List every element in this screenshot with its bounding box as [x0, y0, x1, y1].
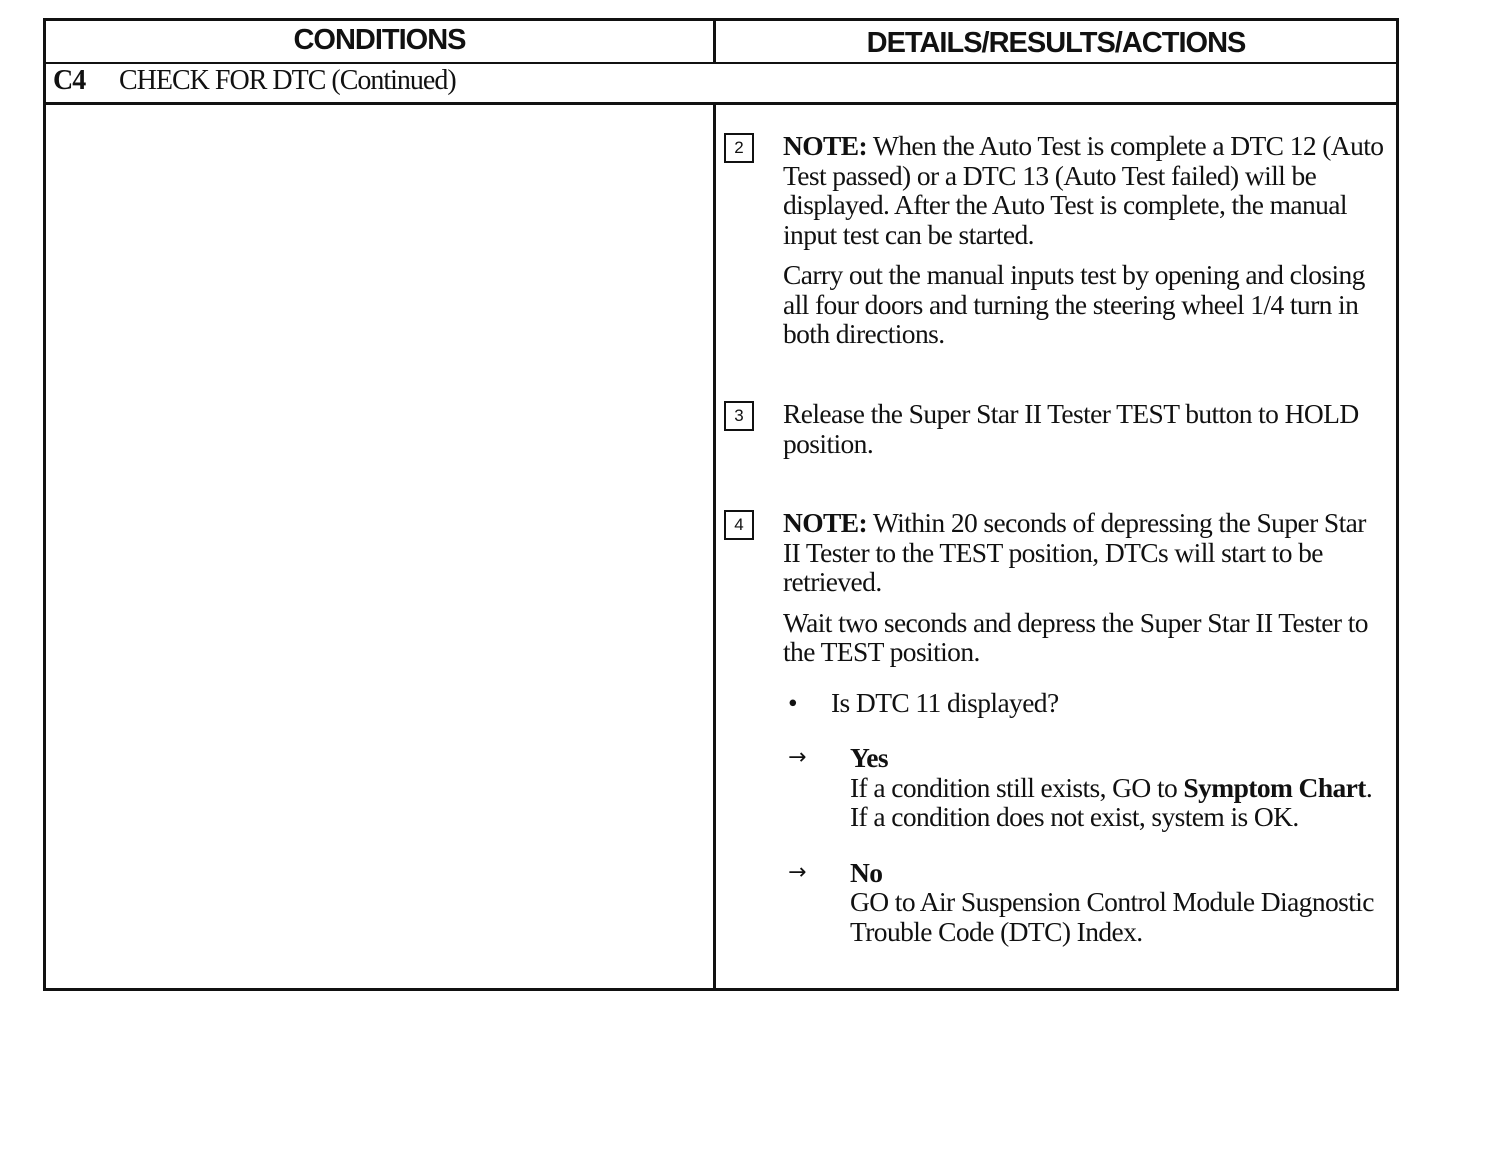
- outcome-label: No: [850, 856, 883, 888]
- question-item: [783, 688, 1384, 718]
- header-details-results-actions: DETAILS/RESULTS/ACTIONS: [866, 27, 1246, 59]
- details-column: [716, 105, 1396, 988]
- diagnostic-table: [43, 18, 1399, 991]
- arrow-right-icon: →: [788, 745, 806, 770]
- note-label: NOTE:: [783, 507, 868, 538]
- step-number-box: 2: [724, 133, 754, 163]
- step-instruction: Wait two seconds and depress the Super Star II Tester to the TEST position.: [783, 606, 1368, 667]
- table-header: [46, 21, 1396, 64]
- note-text: Within 20 seconds of depressing the Super Star II Tester to the TEST position, DTCs will start to be retrieved.: [783, 507, 1366, 597]
- symptom-chart-reference: Symptom Chart: [1183, 771, 1366, 803]
- note-label: NOTE:: [783, 130, 868, 161]
- step-text: [783, 131, 1384, 360]
- note-paragraph: [783, 131, 1384, 249]
- note-paragraph: [783, 508, 1384, 597]
- note-text: When the Auto Test is complete a DTC 12 (Auto Test passed) or a DTC 13 (Auto Test failed) will be displayed. After the Auto Test is complete, the manual input test can be started.: [783, 130, 1384, 250]
- step-instruction: Release the Super Star II Tester TEST button to HOLD position.: [783, 398, 1359, 459]
- outcome-yes: [783, 743, 1384, 832]
- step-number-box: 3: [724, 401, 754, 431]
- bullet-icon: •: [788, 686, 798, 718]
- arrow-right-icon: →: [788, 859, 806, 885]
- section-heading: [46, 62, 1396, 105]
- section-code: C4: [53, 65, 86, 96]
- question-text: Is DTC 11 displayed?: [831, 686, 1059, 718]
- outcome-no: [783, 858, 1384, 947]
- step-number-box: 4: [724, 510, 754, 540]
- outcome-text: [850, 773, 1384, 832]
- outcome-label: Yes: [850, 742, 888, 773]
- outcome-text: GO to Air Suspension Control Module Diagnostic Trouble Code (DTC) Index.: [850, 886, 1374, 947]
- step-text: [783, 508, 1384, 946]
- outcome-text-part: If a condition still exists, GO to: [850, 771, 1184, 803]
- outcome-text-part: . If a condition does not exist, system is OK.: [850, 771, 1373, 832]
- step-text: [783, 399, 1384, 469]
- section-title: CHECK FOR DTC (Continued): [119, 65, 456, 96]
- step-instruction: Carry out the manual inputs test by opening and closing all four doors and turning the steering wheel 1/4 turn in both directions.: [783, 259, 1365, 349]
- header-conditions: CONDITIONS: [46, 21, 716, 62]
- conditions-column: [46, 105, 716, 988]
